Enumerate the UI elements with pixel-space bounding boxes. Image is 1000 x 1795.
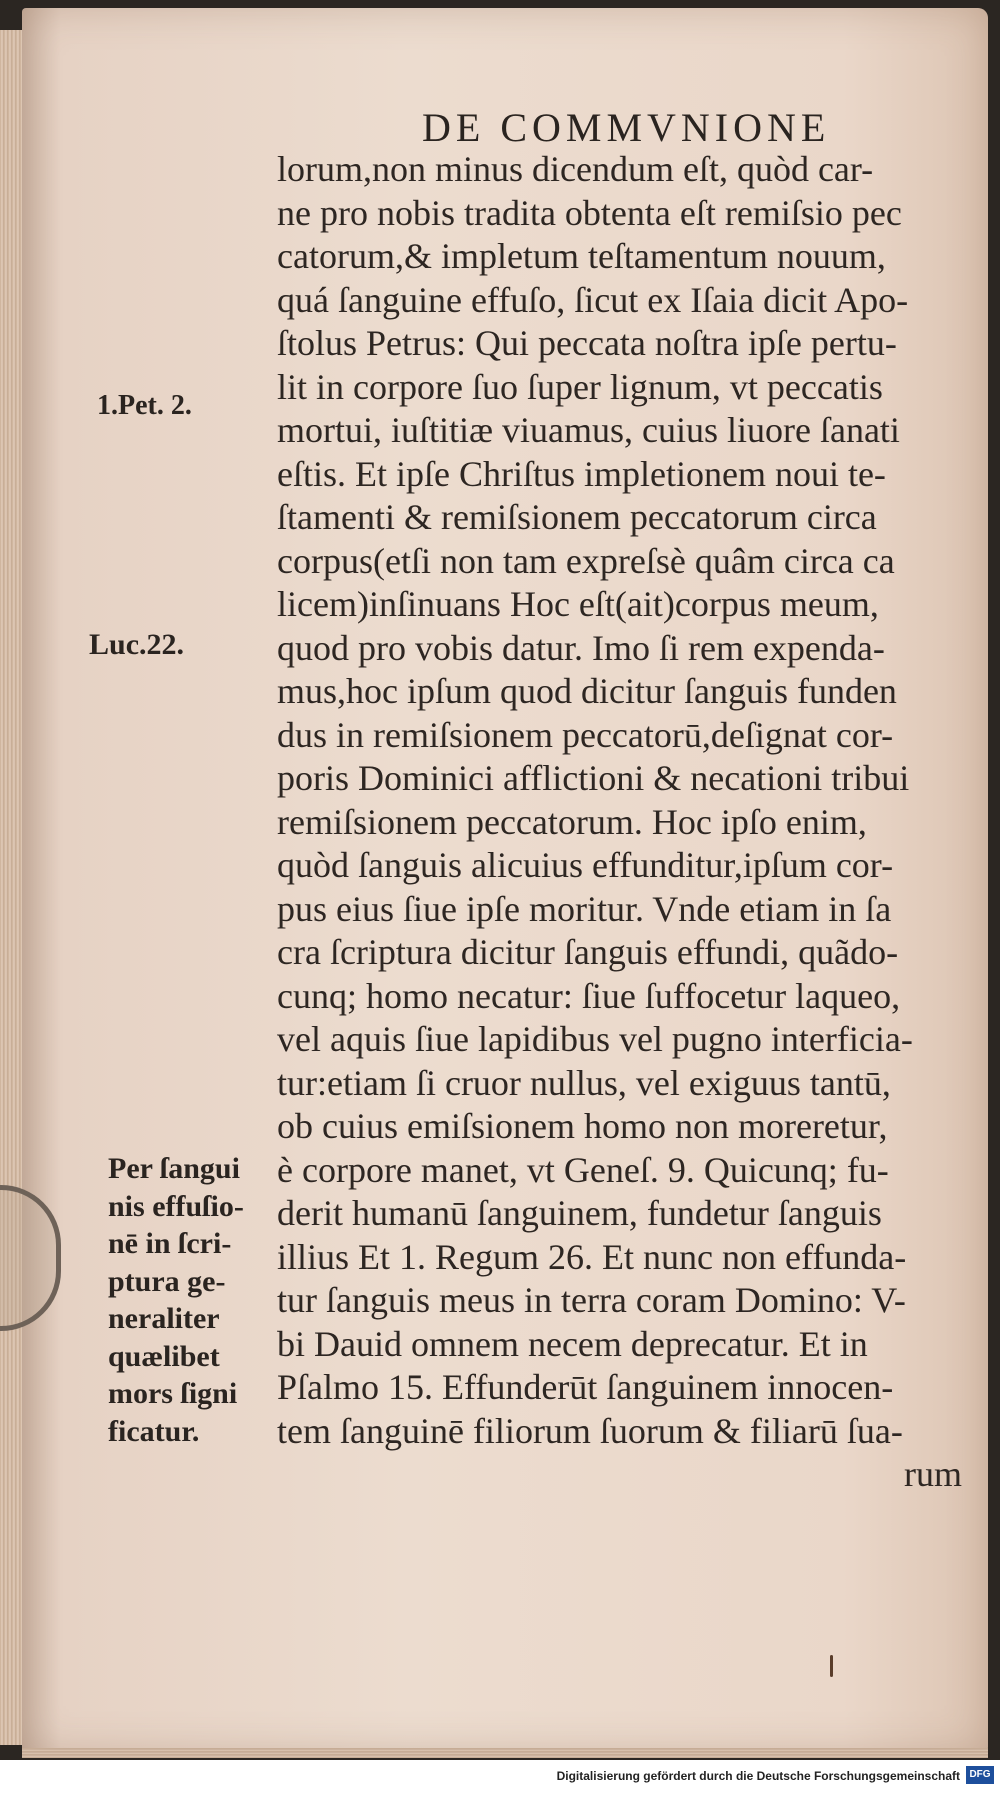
side-note-line: ficatur. xyxy=(108,1414,200,1448)
side-note-line: ptura ge- xyxy=(108,1264,226,1298)
text-line: quá ſanguine effuſo, ſicut ex Iſaia dicit Apo- xyxy=(277,279,909,320)
text-line: quod pro vobis datur. Imo ſi rem expenda- xyxy=(277,627,885,668)
margin-ref-luke: Luc.22. xyxy=(89,628,185,661)
side-note-line: Per ſangui xyxy=(108,1152,240,1185)
footer-text: Digitalisierung gefördert durch die Deutsche Forschungsgemeinschaft xyxy=(556,1769,960,1783)
text-line: cunq; homo necatur: ſiue ſuffocetur laqueo, xyxy=(277,975,901,1016)
side-note xyxy=(108,1150,268,1450)
text-line: ſtolus Petrus: Qui peccata noſtra ipſe pertu- xyxy=(277,323,897,363)
text-line: dus in remiſsionem peccatorū,deſignat cor- xyxy=(277,714,894,755)
text-line: licem)inſinuans Hoc eſt(ait)corpus meum, xyxy=(277,584,879,624)
dfg-logo: DFG xyxy=(966,1766,994,1784)
text-line: corpus(etſi non tam expreſsè quâm circa ca xyxy=(277,540,895,581)
text-line: tem ſanguinē filiorum ſuorum & filiarū ſua- xyxy=(277,1410,903,1451)
text-line: ſtamenti & remiſsionem peccatorum circa xyxy=(277,497,877,537)
book-page xyxy=(22,8,988,1753)
text-line: tur:etiam ſi cruor nullus, vel exiguus tantū, xyxy=(277,1062,891,1103)
running-head: DE COMMVNIONE xyxy=(422,105,831,150)
side-note-line: nis effuſio- xyxy=(108,1189,244,1223)
footer-bar xyxy=(0,1760,1000,1795)
text-line: bi Dauid omnem necem deprecatur. Et in xyxy=(277,1323,868,1364)
text-line: tur ſanguis meus in terra coram Domino: V- xyxy=(277,1280,906,1320)
page-bottom-edge xyxy=(22,1748,988,1758)
text-line: vel aquis ſiue lapidibus vel pugno interficia- xyxy=(277,1019,913,1059)
text-line: lorum,non minus dicendum eſt, quòd car- xyxy=(277,149,874,189)
side-note-line: neraliter xyxy=(108,1302,220,1335)
side-note-line: nē in ſcri- xyxy=(108,1227,232,1260)
text-line: pus eius ſiue ipſe moritur. Vnde etiam in ſa xyxy=(277,888,892,929)
text-line: ne pro nobis tradita obtenta eſt remiſsio pec xyxy=(277,192,902,233)
catchword: rum xyxy=(904,1454,962,1494)
text-line: ob cuius emiſsionem homo non moreretur, xyxy=(277,1106,888,1146)
body-text xyxy=(277,148,992,1497)
text-line: mortui, iuſtitiæ viuamus, cuius liuore ſanati xyxy=(277,410,900,450)
text-line: catorum,& impletum teſtamentum nouum, xyxy=(277,236,886,276)
text-line: poris Dominici afflictioni & necationi tribui xyxy=(277,758,910,798)
text-line: è corpore manet, vt Geneſ. 9. Quicunq; fu- xyxy=(277,1149,889,1190)
side-note-line: quælibet xyxy=(108,1339,220,1373)
side-note-line: mors ſigni xyxy=(108,1377,238,1410)
text-line: illius Et 1. Regum 26. Et nunc non effunda- xyxy=(277,1236,907,1277)
text-line: cra ſcriptura dicitur ſanguis effundi, quãdo- xyxy=(277,932,899,972)
text-line: eſtis. Et ipſe Chriſtus impletionem noui te- xyxy=(277,453,886,494)
text-line: quòd ſanguis alicuius effunditur,ipſum cor- xyxy=(277,845,894,885)
text-line: derit humanū ſanguinem, fundetur ſanguis xyxy=(277,1193,882,1233)
text-line: Pſalmo 15. Effunderūt ſanguinem innocen- xyxy=(277,1367,894,1407)
text-line: lit in corpore ſuo ſuper lignum, vt peccatis xyxy=(277,366,883,407)
text-line: mus,hoc ipſum quod dicitur ſanguis funden xyxy=(277,671,897,711)
ink-mark xyxy=(830,1655,833,1677)
text-line: remiſsionem peccatorum. Hoc ipſo enim, xyxy=(277,801,867,842)
margin-ref-peter: 1.Pet. 2. xyxy=(97,390,192,421)
